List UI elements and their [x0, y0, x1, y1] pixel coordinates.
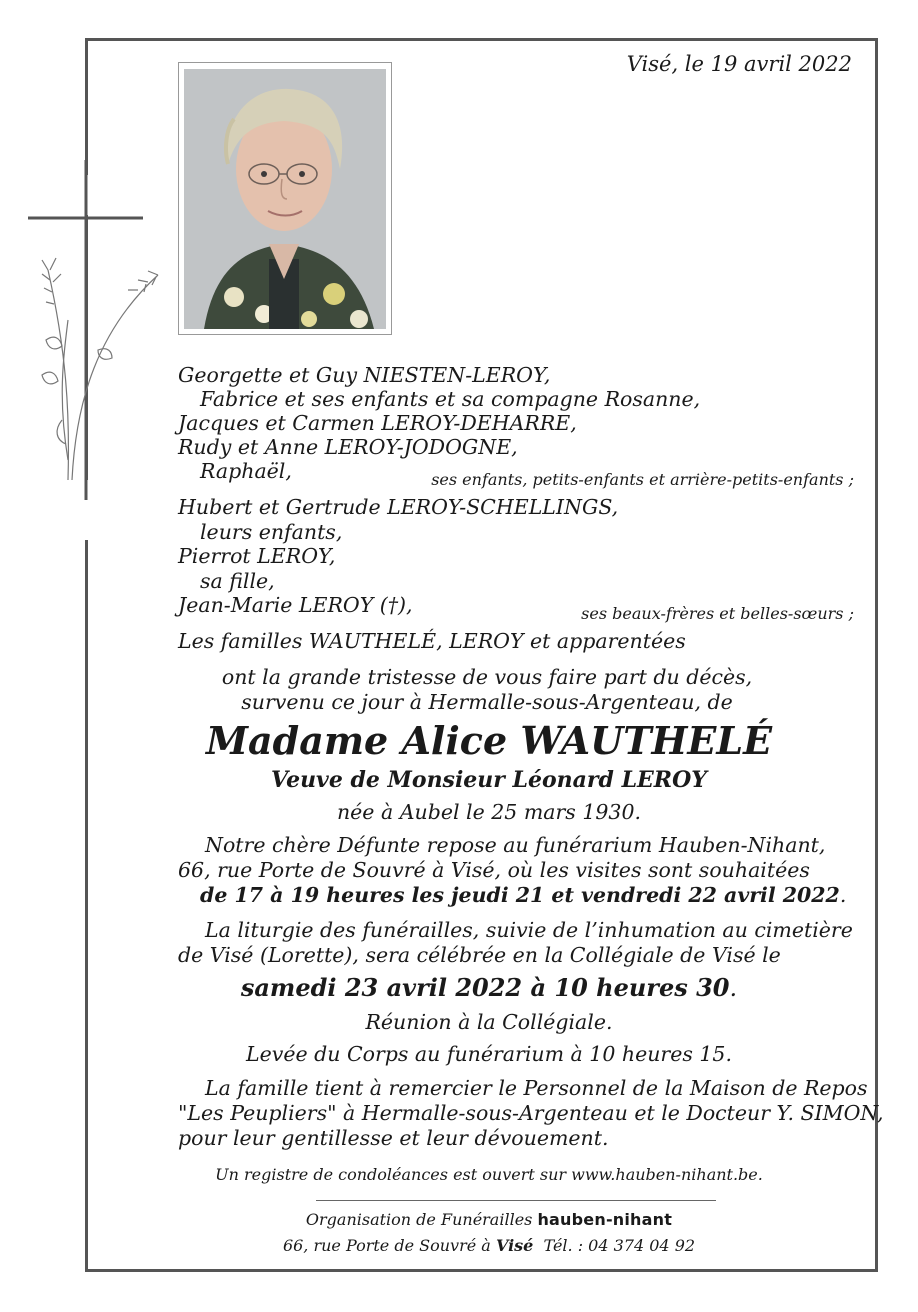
- family-line-7: leurs enfants,: [200, 520, 343, 544]
- family-note-inlaws: ses beaux-frères et belles-sœurs ;: [581, 604, 854, 623]
- family-note-children: ses enfants, petits-enfants et arrière-petits-enfants ;: [431, 470, 854, 489]
- family-line-5: Raphaël,: [200, 459, 292, 483]
- visits-line-3: [200, 883, 846, 908]
- announce-line-1: ont la grande tristesse de vous faire part du décès,: [221, 665, 753, 689]
- visits-line-2: 66, rue Porte de Souvré à Visé, où les visites sont souhaitées: [178, 858, 810, 882]
- footer-city: Visé: [495, 1236, 534, 1255]
- funeral-date: samedi 23 avril 2022 à 10 heures 30: [240, 973, 730, 1002]
- thanks-line-3: pour leur gentillesse et leur dévouement.: [178, 1126, 609, 1150]
- family-line-6: Hubert et Gertrude LEROY-SCHELLINGS,: [178, 495, 619, 519]
- announce-line-2: survenu ce jour à Hermalle-sous-Argenteau, de: [241, 690, 733, 714]
- thanks-line-1: La famille tient à remercier le Personnel de la Maison de Repos: [205, 1076, 868, 1100]
- date-line: Visé, le 19 avril 2022: [626, 52, 852, 76]
- portrait-photo: [178, 62, 392, 335]
- brand-logo: hauben-nihant: [537, 1210, 673, 1229]
- birth-line: née à Aubel le 25 mars 1930.: [336, 800, 642, 824]
- footer-org: Organisation de Funérailles: [305, 1210, 533, 1229]
- funeral-period: .: [729, 974, 738, 1002]
- liturgy-line-1: La liturgie des funérailles, suivie de l’inhumation au cimetière: [205, 918, 853, 942]
- visits-period: .: [839, 883, 847, 907]
- liturgy-line-4: Réunion à la Collégiale.: [365, 1010, 613, 1034]
- family-line-10: Jean-Marie LEROY (†),: [178, 593, 413, 617]
- footer-org-line: [0, 1210, 918, 1229]
- footer-tel: Tél. : 04 374 04 92: [543, 1236, 696, 1255]
- cross-wheat-icon: [28, 160, 168, 500]
- visits-line-1: Notre chère Défunte repose au funérarium Hauben-Nihant,: [205, 833, 826, 857]
- widow-line: Veuve de Monsieur Léonard LEROY: [271, 767, 707, 793]
- register-line: Un registre de condoléances est ouvert sur www.hauben-nihant.be.: [215, 1165, 763, 1184]
- family-line-3: Jacques et Carmen LEROY-DEHARRE,: [178, 411, 577, 435]
- liturgy-line-3: [0, 973, 918, 1002]
- family-line-1: Georgette et Guy NIESTEN-LEROY,: [178, 363, 551, 387]
- liturgy-line-2: de Visé (Lorette), sera célébrée en la Collégiale de Visé le: [178, 943, 781, 967]
- deceased-name: Madame Alice WAUTHELÉ: [205, 718, 773, 763]
- family-line-9: sa fille,: [200, 569, 275, 593]
- visits-times: de 17 à 19 heures les jeudi 21 et vendredi 22 avril 2022: [200, 883, 840, 907]
- thanks-line-2: "Les Peupliers" à Hermalle-sous-Argenteau et le Docteur Y. SIMON,: [178, 1101, 884, 1125]
- footer-divider: [316, 1200, 716, 1201]
- family-line-11: Les familles WAUTHELÉ, LEROY et apparentées: [178, 629, 686, 653]
- footer-address-line: [0, 1236, 918, 1255]
- family-line-2: Fabrice et ses enfants et sa compagne Rosanne,: [200, 387, 701, 411]
- family-line-4: Rudy et Anne LEROY-JODOGNE,: [178, 435, 518, 459]
- footer-address: 66, rue Porte de Souvré à: [282, 1236, 491, 1255]
- liturgy-line-5: Levée du Corps au funérarium à 10 heures 15.: [246, 1042, 732, 1066]
- family-line-8: Pierrot LEROY,: [178, 544, 336, 568]
